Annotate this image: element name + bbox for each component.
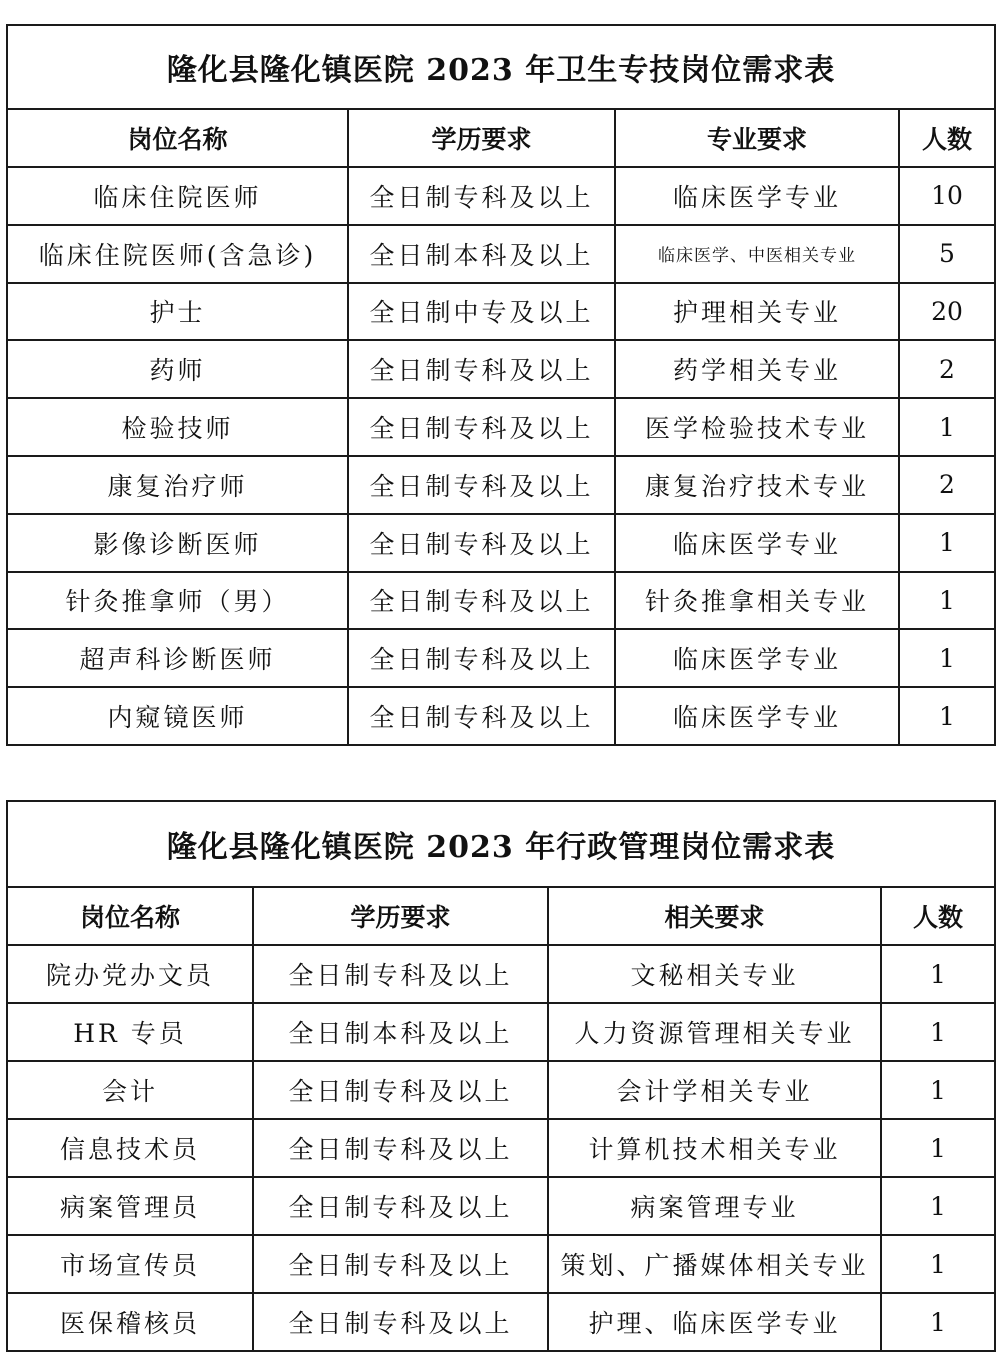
position-name-cell: HR 专员 [7,1003,253,1061]
column-header-position: 岗位名称 [7,887,253,945]
major-cell: 人力资源管理相关专业 [548,1003,881,1061]
health-technical-positions-table [6,24,996,746]
table-row [7,945,995,1003]
education-cell: 全日制专科及以上 [253,1235,548,1293]
table-row [7,1293,995,1351]
column-header-count: 人数 [881,887,995,945]
major-cell: 文秘相关专业 [548,945,881,1003]
count-cell: 1 [899,398,995,456]
count-cell: 1 [881,1119,995,1177]
position-name-cell: 市场宣传员 [7,1235,253,1293]
major-cell: 计算机技术相关专业 [548,1119,881,1177]
table-row [7,1119,995,1177]
table-row [7,283,995,341]
table-row [7,398,995,456]
position-name-cell: 临床住院医师(含急诊) [7,225,348,283]
major-cell: 康复治疗技术专业 [615,456,899,514]
education-cell: 全日制专科及以上 [348,572,615,630]
table-row [7,629,995,687]
count-cell: 1 [899,572,995,630]
position-name-cell: 超声科诊断医师 [7,629,348,687]
column-header-major: 专业要求 [615,109,899,167]
column-header-requirement: 相关要求 [548,887,881,945]
major-cell: 策划、广播媒体相关专业 [548,1235,881,1293]
major-cell: 临床医学专业 [615,514,899,572]
table-row [7,1177,995,1235]
count-cell: 2 [899,340,995,398]
major-cell: 会计学相关专业 [548,1061,881,1119]
major-cell: 护理、临床医学专业 [548,1293,881,1351]
major-cell: 药学相关专业 [615,340,899,398]
count-cell: 2 [899,456,995,514]
table-row [7,1061,995,1119]
table-row [7,1235,995,1293]
position-name-cell: 检验技师 [7,398,348,456]
count-cell: 20 [899,283,995,341]
count-cell: 1 [899,514,995,572]
table-row [7,572,995,630]
position-name-cell: 病案管理员 [7,1177,253,1235]
table-row [7,456,995,514]
education-cell: 全日制专科及以上 [253,1177,548,1235]
position-name-cell: 会计 [7,1061,253,1119]
major-cell: 医学检验技术专业 [615,398,899,456]
table-row [7,1003,995,1061]
major-cell: 临床医学专业 [615,687,899,745]
count-cell: 1 [881,1293,995,1351]
count-cell: 1 [881,1003,995,1061]
count-cell: 1 [881,1177,995,1235]
major-cell: 临床医学专业 [615,629,899,687]
major-cell: 护理相关专业 [615,283,899,341]
column-header-education: 学历要求 [253,887,548,945]
education-cell: 全日制专科及以上 [253,945,548,1003]
education-cell: 全日制专科及以上 [348,340,615,398]
position-name-cell: 影像诊断医师 [7,514,348,572]
education-cell: 全日制专科及以上 [348,629,615,687]
position-name-cell: 药师 [7,340,348,398]
column-header-count: 人数 [899,109,995,167]
table-row [7,514,995,572]
position-name-cell: 康复治疗师 [7,456,348,514]
education-cell: 全日制专科及以上 [253,1061,548,1119]
education-cell: 全日制专科及以上 [348,167,615,225]
position-name-cell: 院办党办文员 [7,945,253,1003]
table-row [7,167,995,225]
major-cell: 临床医学专业 [615,167,899,225]
table-header-row [7,109,995,167]
position-name-cell: 信息技术员 [7,1119,253,1177]
major-cell: 病案管理专业 [548,1177,881,1235]
position-name-cell: 针灸推拿师（男） [7,572,348,630]
table-row [7,687,995,745]
count-cell: 1 [899,629,995,687]
table-header-row [7,887,995,945]
table-row [7,340,995,398]
education-cell: 全日制专科及以上 [348,514,615,572]
education-cell: 全日制专科及以上 [348,398,615,456]
position-name-cell: 内窥镜医师 [7,687,348,745]
count-cell: 1 [899,687,995,745]
count-cell: 1 [881,945,995,1003]
education-cell: 全日制专科及以上 [348,687,615,745]
education-cell: 全日制专科及以上 [253,1293,548,1351]
count-cell: 1 [881,1061,995,1119]
education-cell: 全日制专科及以上 [253,1119,548,1177]
education-cell: 全日制中专及以上 [348,283,615,341]
position-name-cell: 临床住院医师 [7,167,348,225]
table-title-row [7,25,995,109]
education-cell: 全日制本科及以上 [253,1003,548,1061]
column-header-position: 岗位名称 [7,109,348,167]
major-cell: 临床医学、中医相关专业 [615,225,899,283]
education-cell: 全日制专科及以上 [348,456,615,514]
column-header-education: 学历要求 [348,109,615,167]
table-title: 隆化县隆化镇医院 2023 年行政管理岗位需求表 [7,801,995,887]
table-row [7,225,995,283]
position-name-cell: 医保稽核员 [7,1293,253,1351]
major-cell: 针灸推拿相关专业 [615,572,899,630]
count-cell: 1 [881,1235,995,1293]
table-title: 隆化县隆化镇医院 2023 年卫生专技岗位需求表 [7,25,995,109]
education-cell: 全日制本科及以上 [348,225,615,283]
table-title-row [7,801,995,887]
count-cell: 5 [899,225,995,283]
position-name-cell: 护士 [7,283,348,341]
count-cell: 10 [899,167,995,225]
administrative-positions-table [6,800,996,1352]
